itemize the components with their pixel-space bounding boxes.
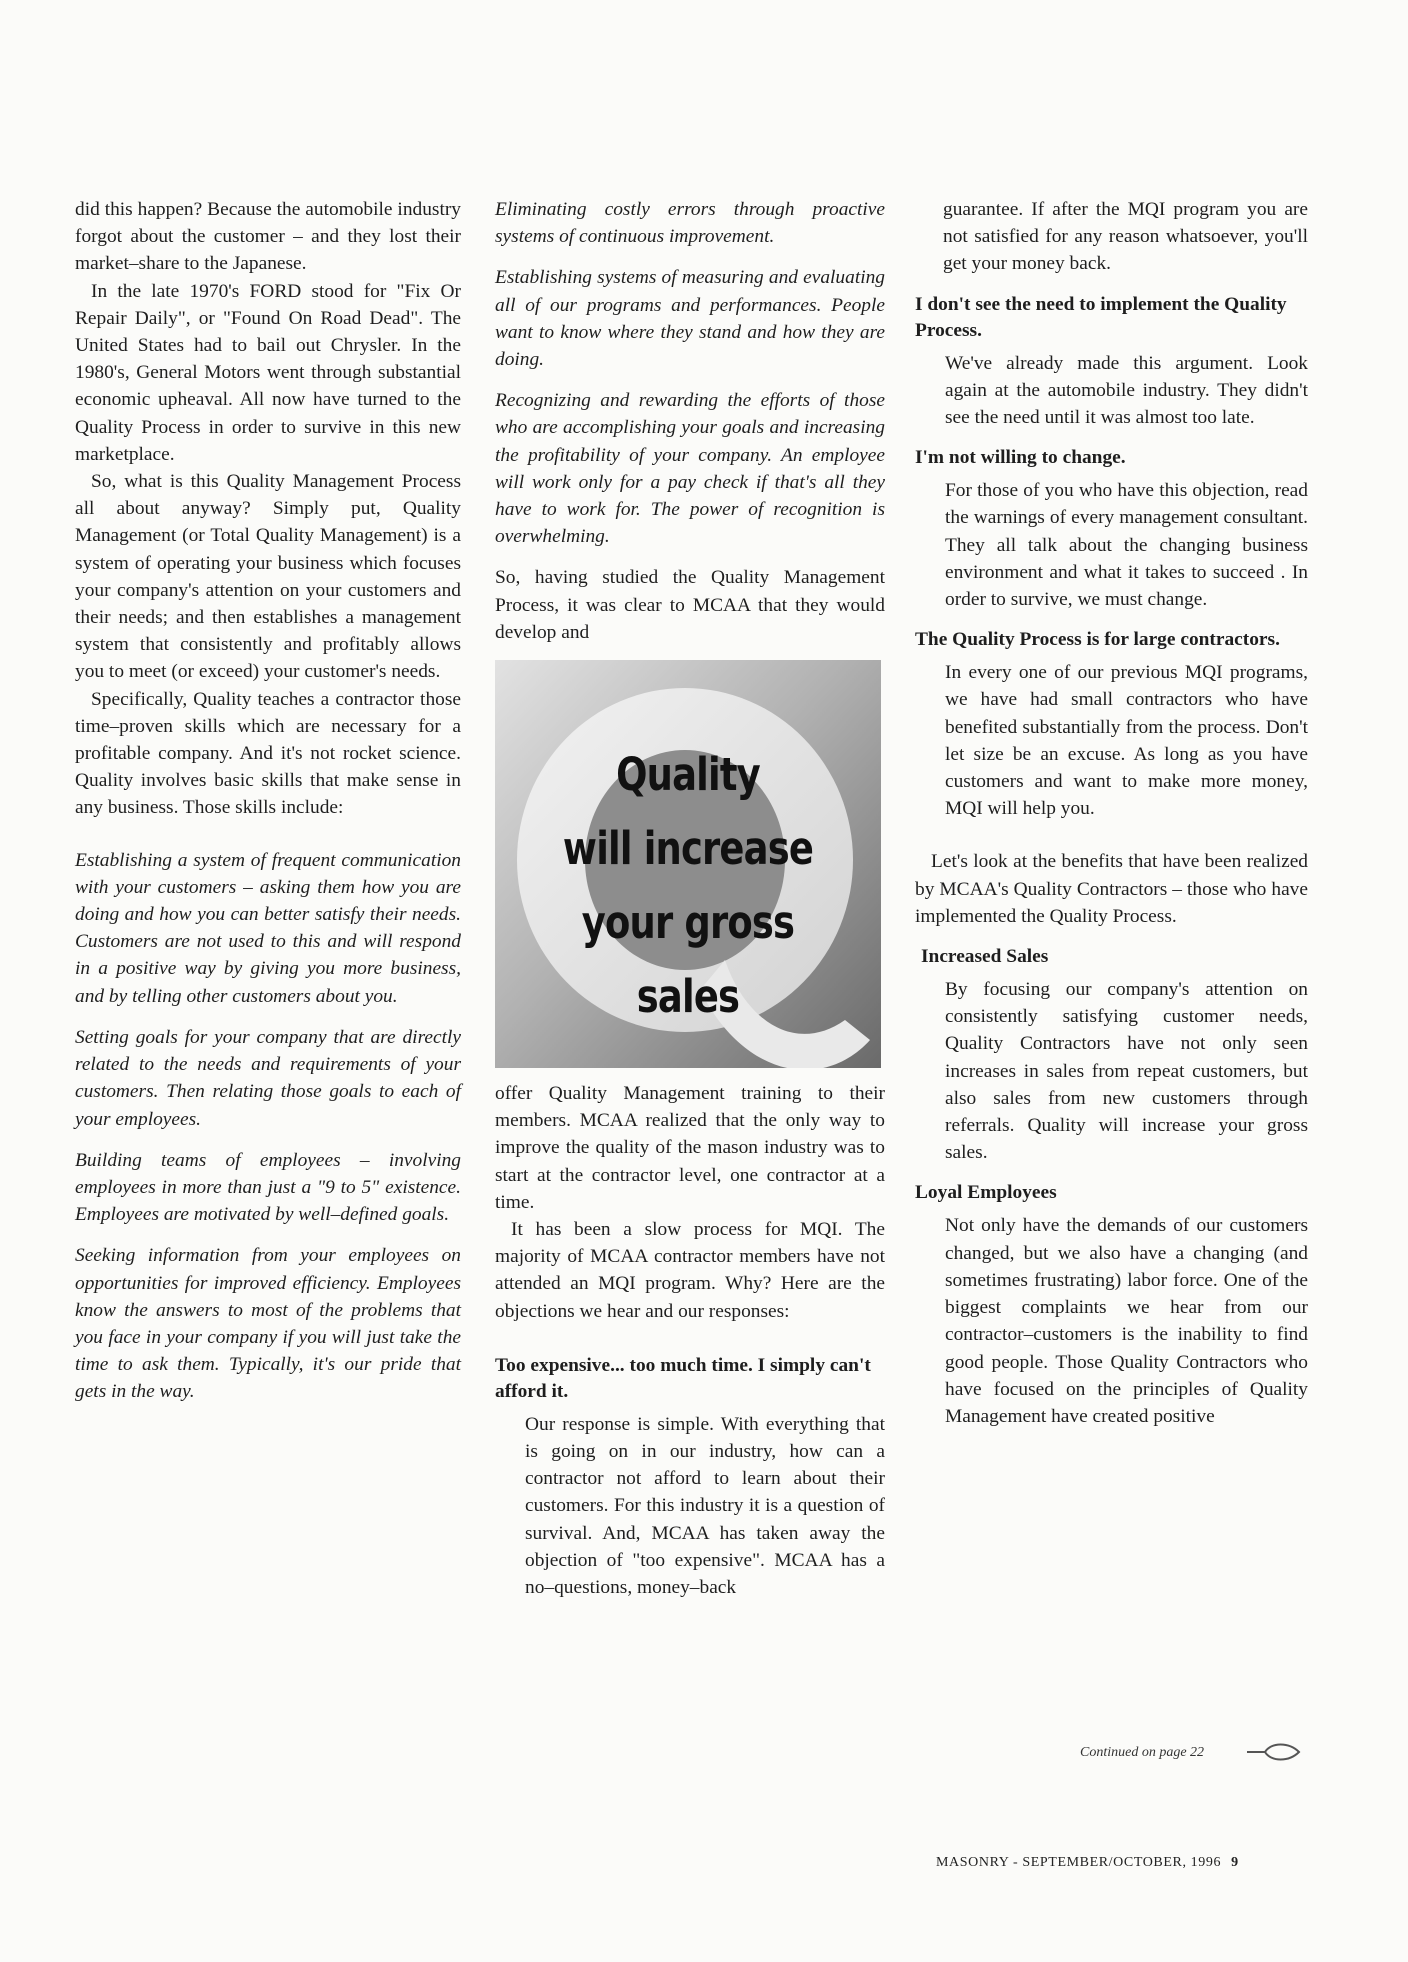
objection-response: We've already made this argument. Look again at the automobile industry. They didn't see the need until it was almost too late.	[945, 352, 1308, 429]
col1-paragraph-4: Specifically, Quality teaches a contractor those time–proven skills which are necessary for a profitable company. And it's not rocket science. Quality involves basic skills that make sense in any business. Those skills include:	[75, 688, 461, 819]
skill-item: Eliminating costly errors through proactive systems of continuous improvement.	[495, 199, 885, 248]
skill-item: Establishing systems of measuring and evaluating all of our programs and performances. People want to know where they stand and how they are doing.	[495, 267, 885, 371]
ad-headline	[495, 738, 881, 1034]
skill-item: Setting goals for your company that are directly related to the needs and requirements of your customers. Then relating those goals to each of your employees.	[75, 1026, 461, 1130]
col2-paragraph-3: It has been a slow process for MQI. The majority of MCAA contractor members have not attended an MQI program. Why? Here are the objections we hear and our responses:	[495, 1219, 885, 1322]
continued-note: Continued on page 22	[1080, 1745, 1205, 1760]
skill-item: Establishing a system of frequent communication with your customers – asking them how you are doing and how you can better satisfy their needs. Customers are not used to this and will respond in a positive way by giving you more business, and by telling other customers about you.	[75, 849, 461, 1007]
page-number: 9	[1231, 1855, 1239, 1870]
benefit-text: By focusing our company's attention on consistently satisfying customer needs, Quality Contractors have not only seen increases in sales from repeat customers, but also sales from new customers through referrals. Quality will increase your gross sales.	[945, 979, 1308, 1164]
col1-paragraph-3: So, what is this Quality Management Process all about anyway? Simply put, Quality Management (or Total Quality Management) is a system of operating your business which focuses your company's attention on your customers and their needs; and then establishes a management system that consistently and profitably allows you to meet (or exceed) your customer's needs.	[75, 471, 461, 683]
arrow-right-icon	[1245, 1740, 1303, 1764]
skill-item: Recognizing and rewarding the efforts of those who are accomplishing your goals and increasing the profitability of your company. An employee will work only for a pay check if that's all they have to work for. The power of recognition is overwhelming.	[495, 390, 885, 548]
benefit-heading: Loyal Employees	[915, 1182, 1057, 1204]
skills-list-2	[495, 196, 885, 550]
objection-heading: The Quality Process is for large contractors.	[915, 629, 1280, 651]
benefits-intro: Let's look at the benefits that have been realized by MCAA's Quality Contractors – those who have implemented the Quality Process.	[915, 851, 1308, 927]
objection-response: Our response is simple. With everything that is going on in our industry, how can a contractor not afford to learn about their customers. For this industry it is a question of survival. And, MCAA has taken away the objection of "too expensive". MCAA has a no–questions, money–back	[525, 1413, 885, 1599]
ad-line-4: sales	[636, 970, 740, 1024]
ad-line-2: will increase	[562, 822, 814, 876]
objection-heading: I don't see the need to implement the Quality Process.	[915, 293, 1287, 341]
skill-item: Seeking information from your employees on opportunities for improved efficiency. Employees know the answers to most of the problems that you face in your company if you will just take the time to ask them. Typically, it's our pride that gets in the way.	[75, 1245, 461, 1403]
objection-heading: I'm not willing to change.	[915, 447, 1126, 469]
skill-item: Building teams of employees – involving employees in more than just a "9 to 5" existence. Employees are motivated by well–defined goals.	[75, 1149, 461, 1226]
col2-paragraph-1: So, having studied the Quality Management Process, it was clear to MCAA that they would develop and	[495, 567, 885, 643]
ad-line-1: Quality	[616, 748, 760, 802]
column-1	[75, 196, 461, 1420]
objection-response: In every one of our previous MQI programs, we have had small contractors who have benefited substantially from the process. Don't let size be an excuse. As long as you have customers and want to make more money, MQI will help you.	[945, 662, 1308, 820]
column-2	[495, 196, 885, 1601]
benefit-heading: Increased Sales	[921, 946, 1049, 968]
column-3	[915, 196, 1308, 1430]
publication-info: MASONRY - SEPTEMBER/OCTOBER, 1996	[936, 1855, 1222, 1870]
page-footer	[936, 1855, 1239, 1871]
quality-ad-graphic	[495, 660, 881, 1068]
benefit-text: Not only have the demands of our customers changed, but we also have a changing (and sometimes frustrating) labor force. One of the biggest complaints we hear from our contractor–customers is the inability to find good people. Those Quality Contractors who have focused on the principles of Quality Management have created positive	[945, 1215, 1308, 1427]
ad-line-3: your gross	[581, 896, 795, 950]
col1-paragraph-1: did this happen? Because the automobile industry forgot about the customer – and they lost their market–share to the Japanese.	[75, 199, 461, 275]
objection-response: For those of you who have this objection, read the warnings of every management consultant. They all talk about the changing business environment and what it takes to succeed . In order to survive, we must change.	[945, 480, 1308, 611]
objection-response: guarantee. If after the MQI program you are not satisfied for any reason whatsoever, you'll get your money back.	[943, 199, 1308, 275]
objection-heading: Too expensive... too much time. I simply can't afford it.	[495, 1354, 871, 1402]
col1-paragraph-2: In the late 1970's FORD stood for "Fix Or Repair Daily", or "Found On Road Dead". The United States had to bail out Chrysler. In the 1980's, General Motors went through substantial economic upheaval. All now have turned to the Quality Process in order to survive in this new marketplace.	[75, 280, 461, 465]
skills-list-1	[75, 847, 461, 1406]
col2-paragraph-2: offer Quality Management training to their members. MCAA realized that the only way to improve the quality of the mason industry was to start at the contractor level, one contractor at a time.	[495, 1083, 885, 1213]
